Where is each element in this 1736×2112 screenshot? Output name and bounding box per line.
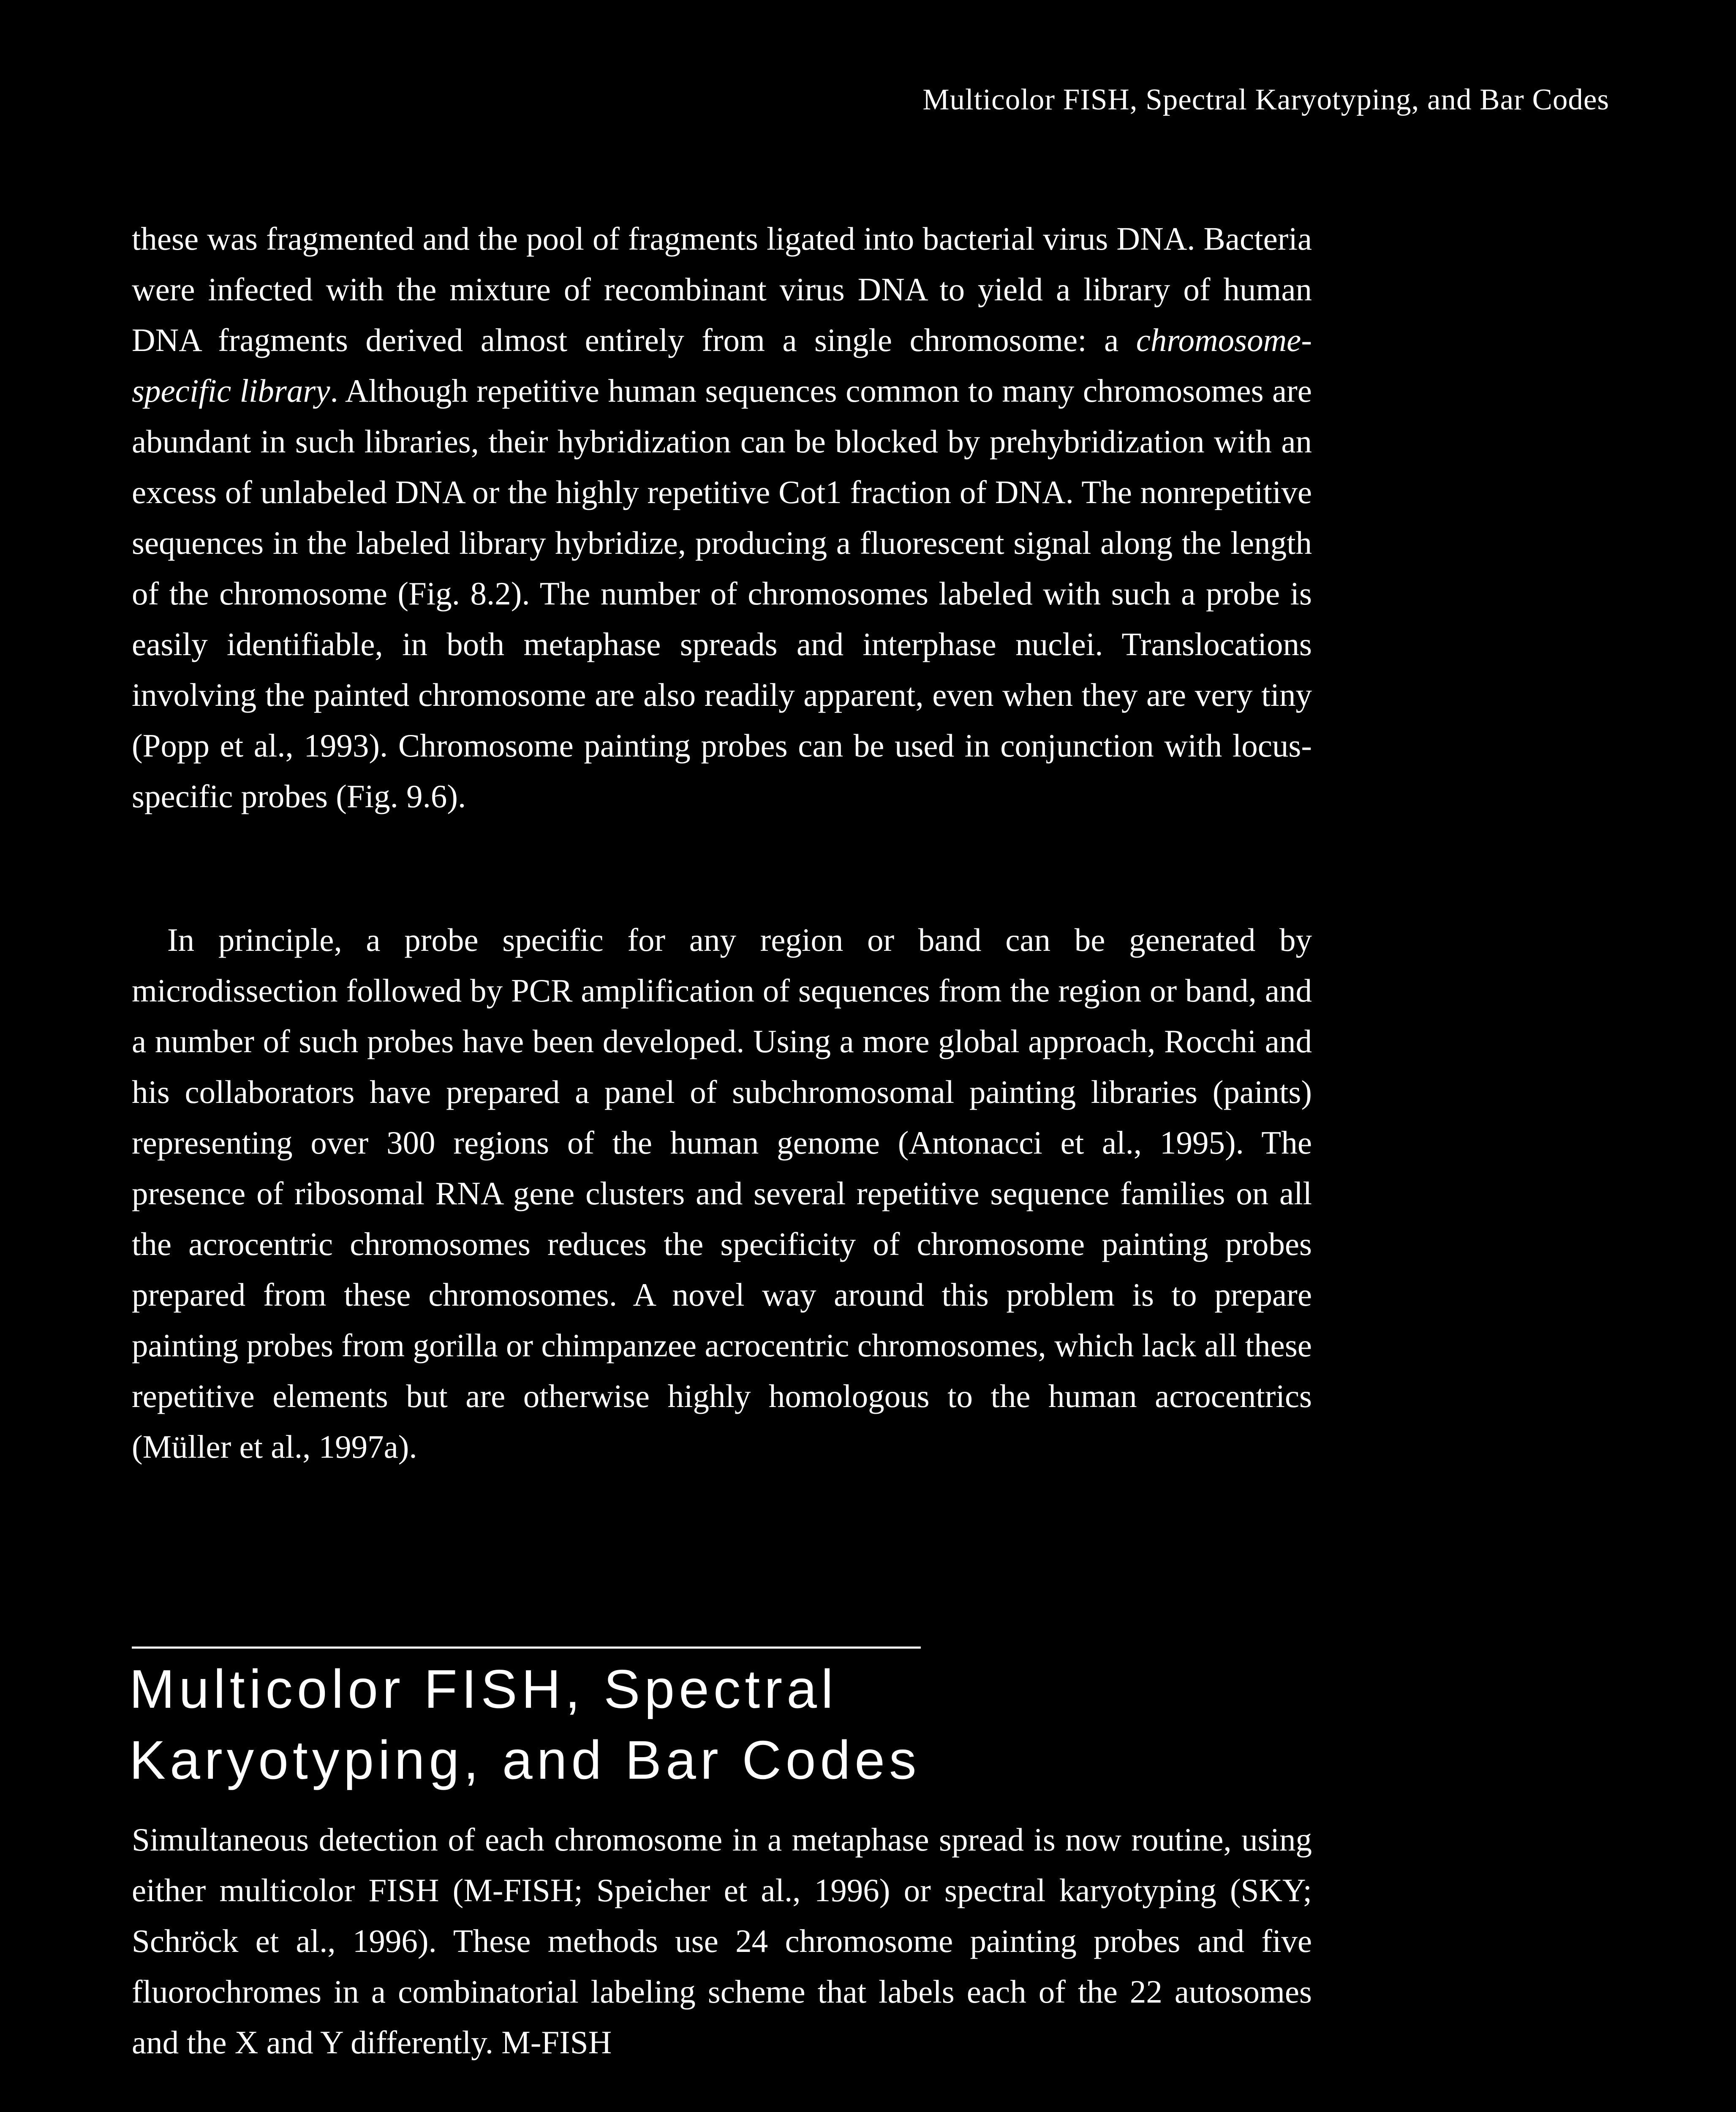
body-paragraph-2: In principle, a probe specific for any region or band can be generated by microdissection followed by PCR amplification of sequences from the region or band, and a number of such probes have been developed. Using a more global approach, Rocchi and his collaborators have prepared a panel of subchromosomal painting libraries (paints) representing over 300 regions of the human genome (Antonacci et al., 1995). The presence of ribosomal RNA gene clusters and several repetitive sequence families on all the acrocentric chromosomes reduces the specificity of chromosome painting probes prepared from these chromosomes. A novel way around this problem is to prepare painting probes from gorilla or chimpanzee acrocentric chromosomes, which lack all these repetitive elements but are otherwise highly homologous to the human acrocentrics (Müller et al., 1997a). (132, 922, 1312, 1465)
body-paragraph-3: Simultaneous detection of each chromosome in a metaphase spread is now routine, using either multicolor FISH (M-FISH; Speicher et al., 1996) or spectral karyotyping (SKY; Schröck et al., 1996). These methods use 24 chromosome painting probes and five fluorochromes in a combinatorial labeling scheme that labels each of the 22 autosomes and the X and Y differently. M-FISH (132, 1821, 1312, 2060)
section-heading (129, 1654, 1143, 1796)
section-divider (132, 1647, 921, 1649)
section-heading-line-1: Multicolor FISH, Spectral (129, 1659, 838, 1720)
paragraph-1-text-start: these was fragmented and the pool of fragments ligated into bacterial virus DNA. Bacteria were infected with the mixture of recombinant virus DNA to yield a library of human DNA fragments derived almost entirely from a single chromosome: a (132, 220, 1312, 358)
italic-term: chromosome-specific library (132, 322, 1312, 409)
body-paragraph-1 (132, 213, 1312, 822)
section-heading-line-2: Karyotyping, and Bar Codes (129, 1730, 921, 1791)
paragraph-1-text-end: . Although repetitive human sequences common to many chromosomes are abundant in such libraries, their hybridization can be blocked by prehybridization with an excess of unlabeled DNA or the highly repetitive Cot1 fraction of DNA. The nonrepetitive sequences in the labeled library hybridize, producing a fluorescent signal along the length of the chromosome (Fig. 8.2). The number of chromosomes labeled with such a probe is easily identifiable, in both metaphase spreads and interphase nuclei. Translocations involving the painted chromosome are also readily apparent, even when they are very tiny (Popp et al., 1993). Chromosome painting probes can be used in conjunction with locus-specific probes (Fig. 9.6). (132, 373, 1312, 814)
running-head: Multicolor FISH, Spectral Karyotyping, and Bar Codes (922, 83, 1609, 116)
